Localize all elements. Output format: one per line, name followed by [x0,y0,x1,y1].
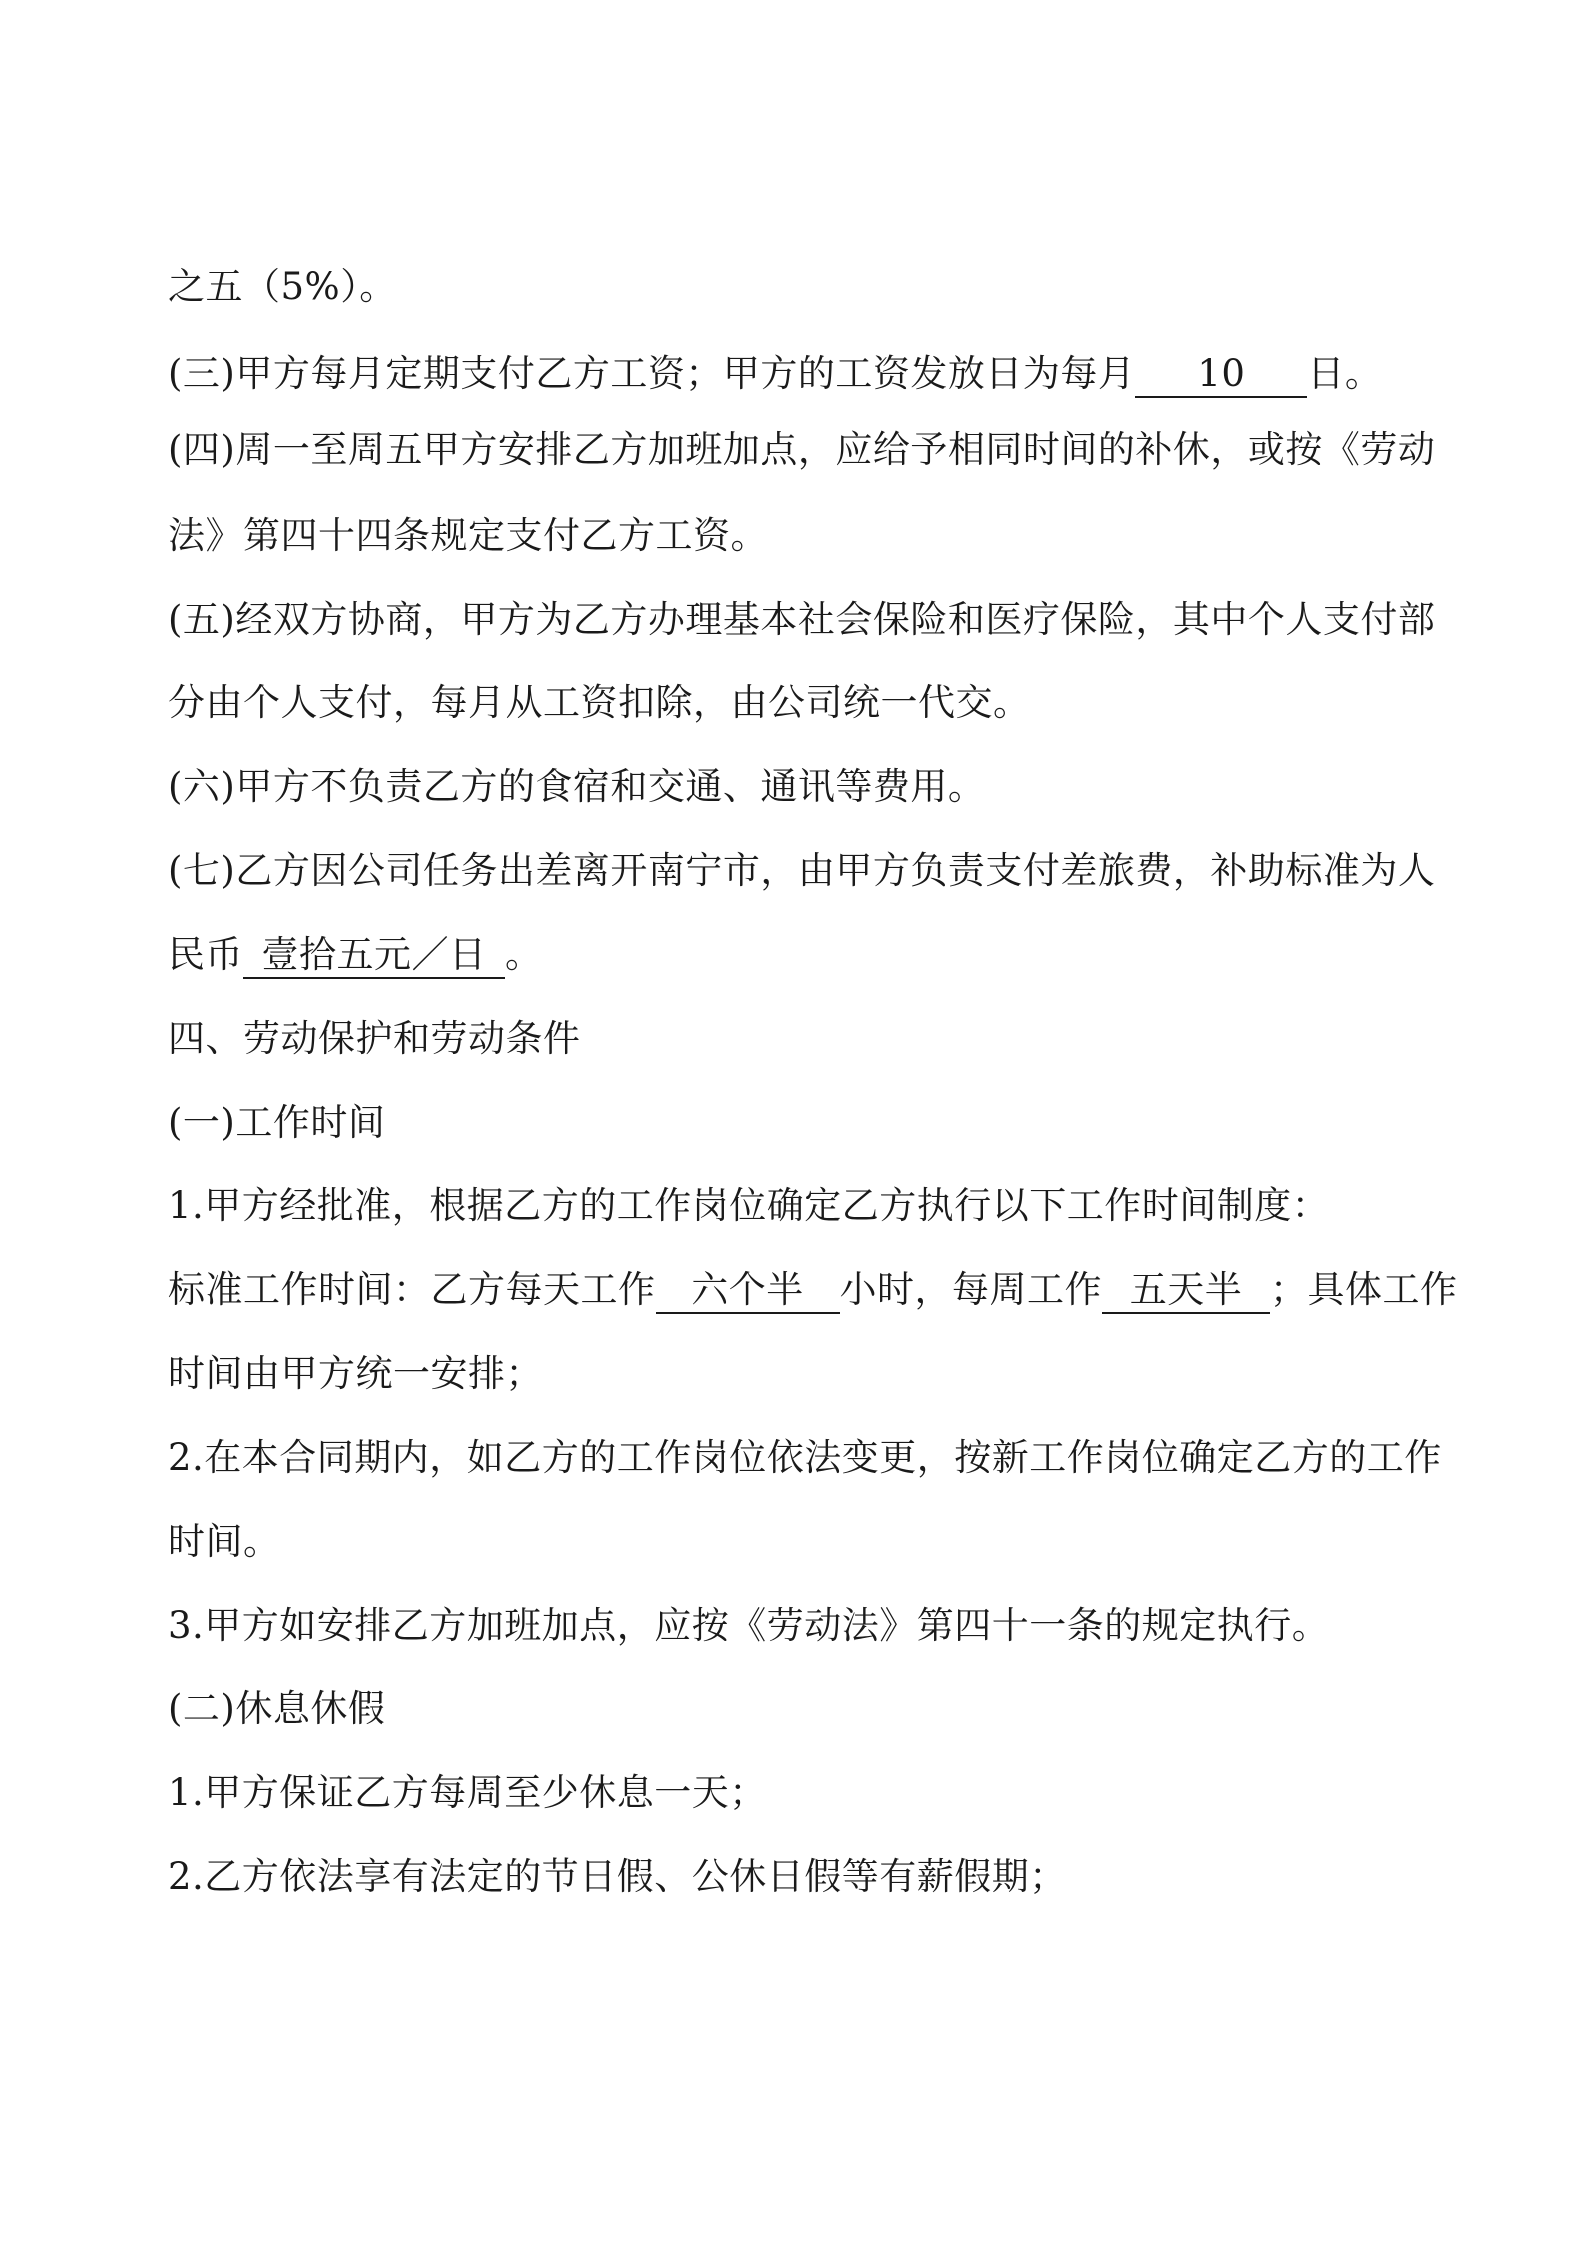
text-line [168,349,1382,399]
text-line [168,930,543,980]
text-line [168,1517,281,1567]
subsection-heading [168,1684,385,1734]
section-heading [168,1014,581,1064]
text: 日。 [1307,352,1383,395]
text-line [168,1852,1067,1902]
text: ；具体工作 [1270,1268,1458,1311]
pay-day-blank: 10 [1135,352,1307,398]
text-line [168,425,1435,475]
text-line [168,511,768,561]
text: 2.乙方依法享有法定的节日假、公休日假等有薪假期； [168,1855,1067,1898]
text: 之五（5%）。 [168,265,397,308]
text: 法》第四十四条规定支付乙方工资。 [168,514,768,557]
text-line [168,1349,543,1399]
text-line [168,262,397,312]
text-line [168,1181,1329,1231]
text: (三)甲方每月定期支付乙方工资；甲方的工资发放日为每月 [168,352,1136,395]
text: (四)周一至周五甲方安排乙方加班加点，应给予相同时间的补休，或按《劳动 [168,428,1436,471]
text-line [168,595,1435,645]
text-line [168,1433,1442,1483]
text: 1.甲方保证乙方每周至少休息一天； [168,1771,767,1814]
text-line [168,1601,1329,1651]
text-line [168,846,1435,896]
text-line [168,678,1031,728]
text: 小时，每周工作 [839,1268,1102,1311]
text: (五)经双方协商，甲方为乙方办理基本社会保险和医疗保险，其中个人支付部 [168,598,1436,641]
text: 民币 [168,933,243,976]
text-line [168,1768,767,1818]
text: 分由个人支付，每月从工资扣除，由公司统一代交。 [168,681,1031,724]
text-line [168,762,985,812]
daily-hours-blank: 六个半 [656,1268,840,1314]
text: (一)工作时间 [168,1101,386,1144]
text: 标准工作时间：乙方每天工作 [168,1268,656,1311]
text: 时间。 [168,1520,281,1563]
text: 2.在本合同期内，如乙方的工作岗位依法变更，按新工作岗位确定乙方的工作 [168,1436,1442,1479]
text: (七)乙方因公司任务出差离开南宁市，由甲方负责支付差旅费，补助标准为人 [168,849,1436,892]
weekly-days-blank: 五天半 [1102,1268,1270,1314]
text: 3.甲方如安排乙方加班加点，应按《劳动法》第四十一条的规定执行。 [168,1604,1330,1647]
text: 1.甲方经批准，根据乙方的工作岗位确定乙方执行以下工作时间制度： [168,1184,1330,1227]
text: 四、劳动保护和劳动条件 [168,1017,581,1060]
text: 时间由甲方统一安排； [168,1352,543,1395]
text: (二)休息休假 [168,1687,386,1730]
subsection-heading [168,1098,385,1148]
text: 。 [505,933,543,976]
text-line [168,1265,1458,1315]
allowance-blank: 壹拾五元／日 [243,933,505,979]
text: (六)甲方不负责乙方的食宿和交通、通讯等费用。 [168,765,986,808]
